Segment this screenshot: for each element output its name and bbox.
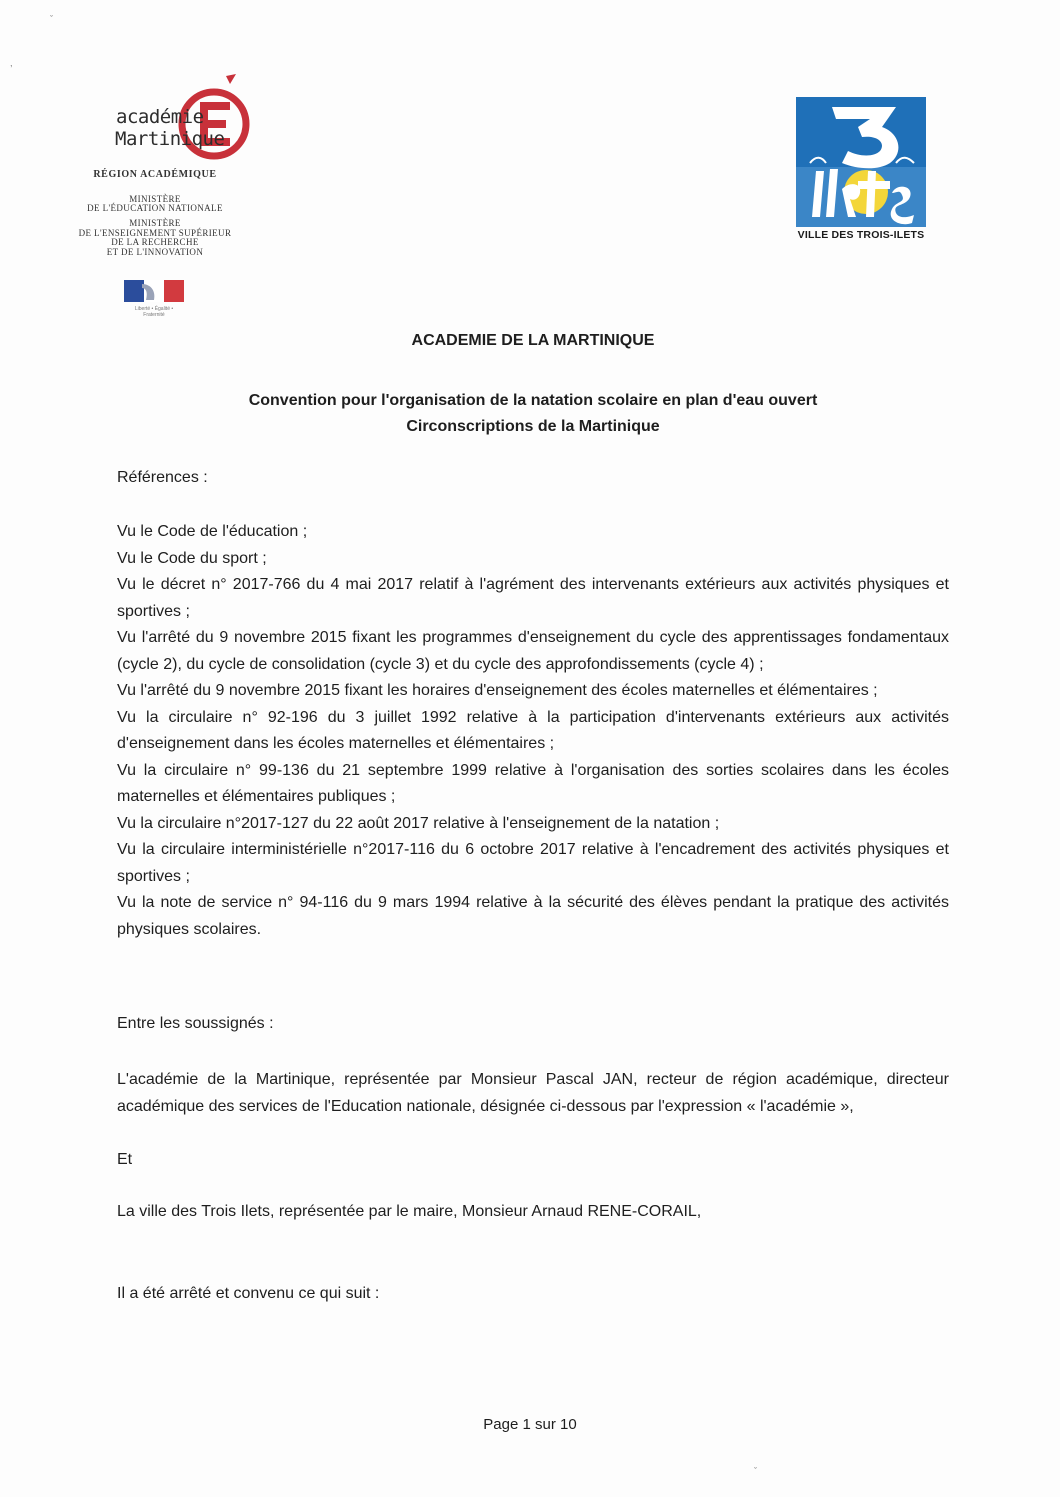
reference-item: Vu la circulaire n° 99-136 du 21 septembre 1999 relative à l'organisation des sorties scolaires dans les écoles maternelles et élémentaires publiques ;	[117, 761, 949, 805]
reference-item: Vu la note de service n° 94-116 du 9 mars 1994 relative à la sécurité des élèves pendant la pratique des activités physiques scolaires.	[117, 894, 949, 938]
academie-logo	[108, 72, 248, 172]
reference-item: Vu le Code du sport ;	[117, 549, 267, 567]
ville-trois-ilets-logo	[796, 97, 926, 227]
references-label: Références :	[117, 469, 208, 486]
ministry-higher-ed-line4: ET DE L'INNOVATION	[106, 246, 204, 257]
party-academie	[117, 1067, 949, 1120]
scan-speck: ˇ	[50, 14, 53, 24]
scan-speck: ,	[10, 58, 13, 68]
ministry-higher-ed-line2: DE L'ENSEIGNEMENT SUPÉRIEUR	[78, 227, 232, 238]
subtitle-line-1: Convention pour l'organisation de la natation scolaire en plan d'eau ouvert	[248, 392, 818, 409]
and-label: Et	[117, 1151, 133, 1168]
ministry-education-line2: DE L'ÉDUCATION NATIONALE	[87, 202, 223, 213]
party-academie-text: L'académie de la Martinique, représentée par Monsieur Pascal JAN, recteur de région académique, directeur académique des services de l'Education nationale, désignée ci-dessous par l'expression « l'académie »,	[117, 1071, 949, 1115]
ville-caption: VILLE DES TROIS-ILETS	[797, 229, 925, 241]
ministry-higher-ed-line1: MINISTÈRE	[129, 218, 181, 229]
agreement-intro: Il a été arrêté et convenu ce qui suit :	[117, 1285, 380, 1302]
marianne-caption: Liberté • Égalité • Fraternité	[134, 306, 174, 318]
document-title: ACADEMIE DE LA MARTINIQUE	[411, 332, 655, 349]
ministry-education-line1: MINISTÈRE	[129, 193, 181, 204]
references-list	[117, 519, 949, 943]
region-label: RÉGION ACADÉMIQUE	[93, 169, 217, 180]
party-ville: La ville des Trois Ilets, représentée par le maire, Monsieur Arnaud RENE-CORAIL,	[117, 1203, 702, 1220]
logo-word-academie: académie	[116, 106, 204, 128]
reference-item: Vu l'arrêté du 9 novembre 2015 fixant les horaires d'enseignement des écoles maternelles et élémentaires ;	[117, 682, 878, 699]
logo-word-martinique: Martinique	[115, 128, 225, 150]
trois-ilets-emblem-icon	[796, 97, 926, 227]
marianne-flag-icon	[124, 280, 184, 304]
reference-item: Vu le Code de l'éducation ;	[117, 523, 308, 540]
reference-item: Vu la circulaire n°2017-127 du 22 août 2017 relative à l'enseignement de la natation ;	[117, 814, 720, 832]
reference-item: Vu la circulaire interministérielle n°2017-116 du 6 octobre 2017 relative à l'encadrement des activités physiques et sportives ;	[117, 841, 949, 885]
ministries-block	[50, 170, 260, 257]
ministry-higher-ed-line3: DE LA RECHERCHE	[111, 237, 199, 248]
subtitle-line-2: Circonscriptions de la Martinique	[406, 418, 660, 435]
reference-item: Vu l'arrêté du 9 novembre 2015 fixant les programmes d'enseignement du cycle des apprentissages fondamentaux (cycle 2), du cycle de consolidation (cycle 3) et du cycle des approfondissements (cycle 4) ;	[117, 629, 949, 673]
reference-item: Vu la circulaire n° 92-196 du 3 juillet 1992 relative à la participation d'intervenants extérieurs aux activités d'enseignement dans les écoles maternelles et élémentaires ;	[117, 708, 949, 752]
marianne-logo	[124, 280, 184, 318]
between-undersigned-label: Entre les soussignés :	[117, 1015, 274, 1032]
scan-speck: ˇ	[754, 1466, 757, 1476]
page-number: Page 1 sur 10	[483, 1416, 577, 1433]
document-subtitle	[0, 388, 1060, 440]
reference-item: Vu le décret n° 2017-766 du 4 mai 2017 relatif à l'agrément des intervenants extérieurs aux activités physiques et sportives ;	[117, 576, 949, 620]
